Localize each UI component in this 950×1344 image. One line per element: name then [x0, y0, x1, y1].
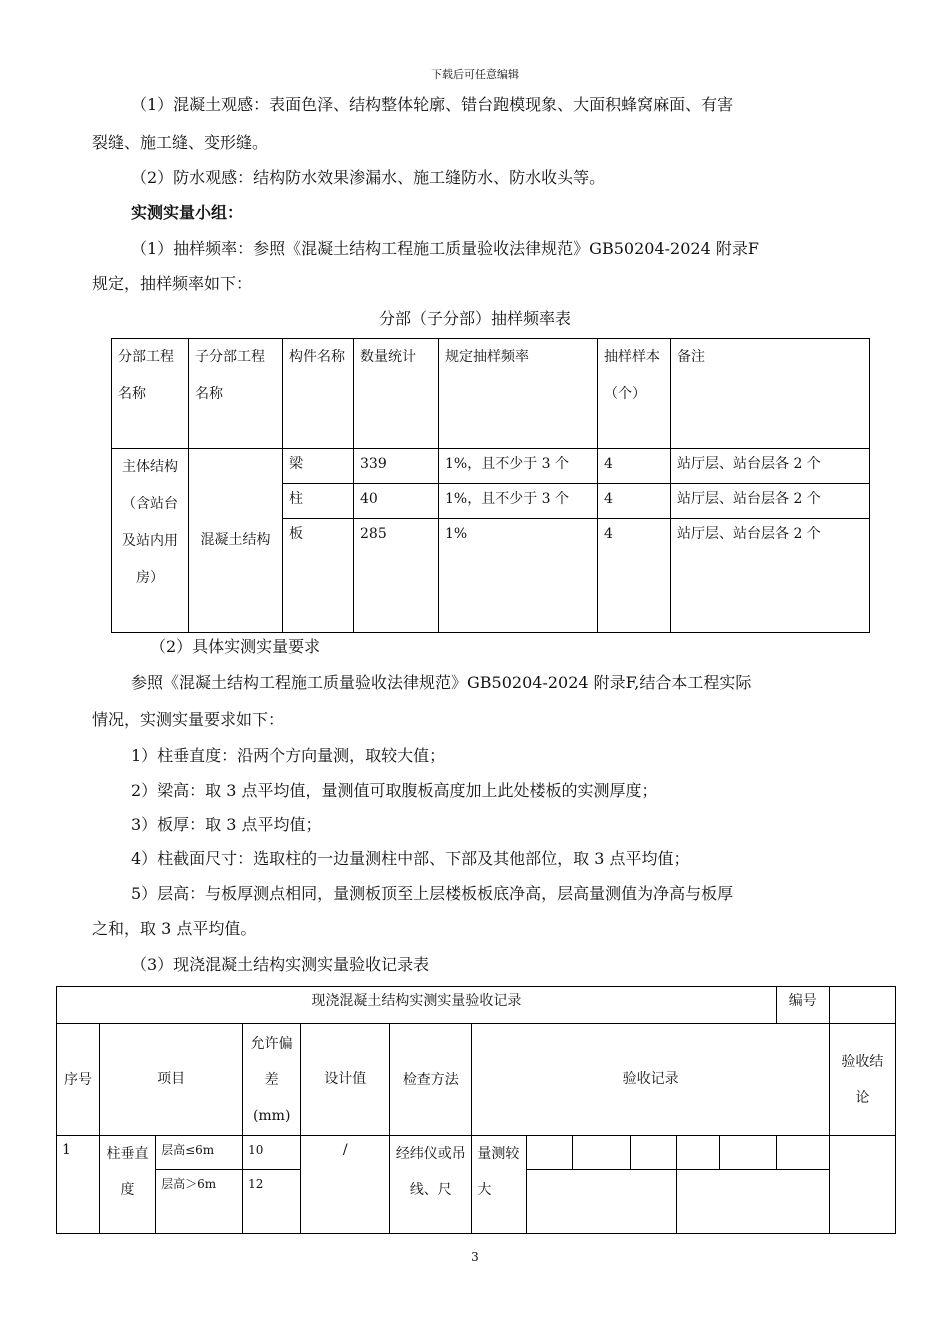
cell-member: 柱 — [283, 484, 354, 519]
cell-sub-height-gt-6m: 层高＞6m — [156, 1170, 243, 1234]
cell-count: 339 — [354, 449, 439, 484]
cell-sample: 4 — [598, 449, 671, 484]
record-cell — [573, 1136, 630, 1170]
cell-rate: 1%，且不少于 3 个 — [439, 449, 598, 484]
header-seq: 序号 — [57, 1024, 100, 1136]
paragraph-waterproof-appearance: （2）防水观感：结构防水效果渗漏水、施工缝防水、防水收头等。 — [131, 168, 606, 187]
section-heading-measurement-group: 实测实量小组： — [131, 203, 244, 222]
paragraph-sampling-frequency-cont: 规定，抽样频率如下： — [92, 274, 253, 293]
header-record: 验收记录 — [472, 1024, 829, 1136]
page-number: 3 — [471, 1250, 479, 1264]
cell-check-method: 经纬仪或吊线、尺 — [390, 1136, 472, 1234]
paragraph-concrete-appearance-cont: 裂缝、施工缝、变形缝。 — [92, 133, 269, 152]
cell-rate: 1% — [439, 519, 598, 633]
header-result: 验收结论 — [829, 1024, 895, 1136]
header-member: 构件名称 — [283, 339, 354, 449]
cell-count: 285 — [354, 519, 439, 633]
cell-division-main: 主体结构（含站台及站内用房） — [112, 449, 189, 633]
cell-sub-height-le-6m: 层高≤6m — [156, 1136, 243, 1170]
header-check-method: 检查方法 — [390, 1024, 472, 1136]
list-item: 3）板厚：取 3 点平均值； — [131, 815, 322, 834]
cell-count: 40 — [354, 484, 439, 519]
cell-note: 站厅层、站台层各 2 个 — [671, 484, 870, 519]
cell-note: 站厅层、站台层各 2 个 — [671, 449, 870, 484]
cell-sample: 4 — [598, 484, 671, 519]
code-value — [829, 987, 895, 1024]
table2-title: 现浇混凝土结构实测实量验收记录 — [57, 987, 777, 1024]
cell-rate: 1%，且不少于 3 个 — [439, 484, 598, 519]
header-item: 项目 — [100, 1024, 243, 1136]
cell-member: 梁 — [283, 449, 354, 484]
record-cell — [719, 1136, 776, 1170]
list-item-cont: 之和，取 3 点平均值。 — [92, 919, 257, 938]
cell-tolerance-12: 12 — [243, 1170, 301, 1234]
page-header: 下载后可任意编辑 — [431, 68, 519, 81]
list-item: 2）梁高：取 3 点平均值，量测值可取腹板高度加上此处楼板的实测厚度； — [131, 781, 658, 800]
header-division: 分部工程名称 — [112, 339, 189, 449]
code-label: 编号 — [776, 987, 829, 1024]
record-cell — [776, 1136, 829, 1170]
cell-subdivision-concrete: 混凝土结构 — [189, 449, 283, 633]
cell-member: 板 — [283, 519, 354, 633]
sampling-frequency-table — [111, 338, 870, 633]
header-subdivision: 子分部工程名称 — [189, 339, 283, 449]
cell-record-label: 量测较大 — [472, 1136, 527, 1234]
list-item: 4）柱截面尺寸：选取柱的一边量测柱中部、下部及其他部位，取 3 点平均值； — [131, 849, 690, 868]
paragraph-record-table: （3）现浇混凝土结构实测实量验收记录表 — [131, 955, 430, 974]
record-cell — [676, 1136, 719, 1170]
table-row — [57, 1136, 896, 1170]
record-cell — [676, 1170, 829, 1234]
paragraph-specific-requirements: （2）具体实测实量要求 — [150, 637, 321, 656]
paragraph-reference-cont: 情况，实测实量要求如下： — [92, 710, 285, 729]
table2-header-row — [57, 1024, 896, 1136]
record-cell — [527, 1170, 676, 1234]
acceptance-record-table — [56, 986, 896, 1234]
header-design-value: 设计值 — [301, 1024, 390, 1136]
paragraph-reference: 参照《混凝土结构工程施工质量验收法律规范》GB50204-2024 附录F,结合本工程实际 — [131, 673, 752, 692]
list-item: 5）层高：与板厚测点相同，量测板顶至上层楼板板底净高，层高量测值为净高与板厚 — [131, 884, 734, 903]
header-sample: 抽样样本（个） — [598, 339, 671, 449]
cell-seq: 1 — [57, 1136, 100, 1234]
table1-title: 分部（子分部）抽样频率表 — [378, 309, 571, 328]
header-note: 备注 — [671, 339, 870, 449]
table-row — [112, 449, 870, 484]
header-count: 数量统计 — [354, 339, 439, 449]
header-tolerance: 允许偏差(mm) — [243, 1024, 301, 1136]
table2-title-row — [57, 987, 896, 1024]
cell-item-column-verticality: 柱垂直度 — [100, 1136, 156, 1234]
record-cell — [630, 1136, 676, 1170]
cell-sample: 4 — [598, 519, 671, 633]
cell-design-value: / — [301, 1136, 390, 1234]
cell-tolerance-10: 10 — [243, 1136, 301, 1170]
paragraph-concrete-appearance: （1）混凝土观感：表面色泽、结构整体轮廓、错台跑模现象、大面积蜂窝麻面、有害 — [131, 95, 734, 114]
list-item: 1）柱垂直度：沿两个方向量测，取较大值； — [131, 746, 446, 765]
record-cell — [527, 1136, 573, 1170]
cell-result — [829, 1136, 895, 1234]
cell-note: 站厅层、站台层各 2 个 — [671, 519, 870, 633]
paragraph-sampling-frequency: （1）抽样频率：参照《混凝土结构工程施工质量验收法律规范》GB50204-2024 附录F — [131, 239, 759, 258]
header-rate: 规定抽样频率 — [439, 339, 598, 449]
table1-header-row — [112, 339, 870, 449]
